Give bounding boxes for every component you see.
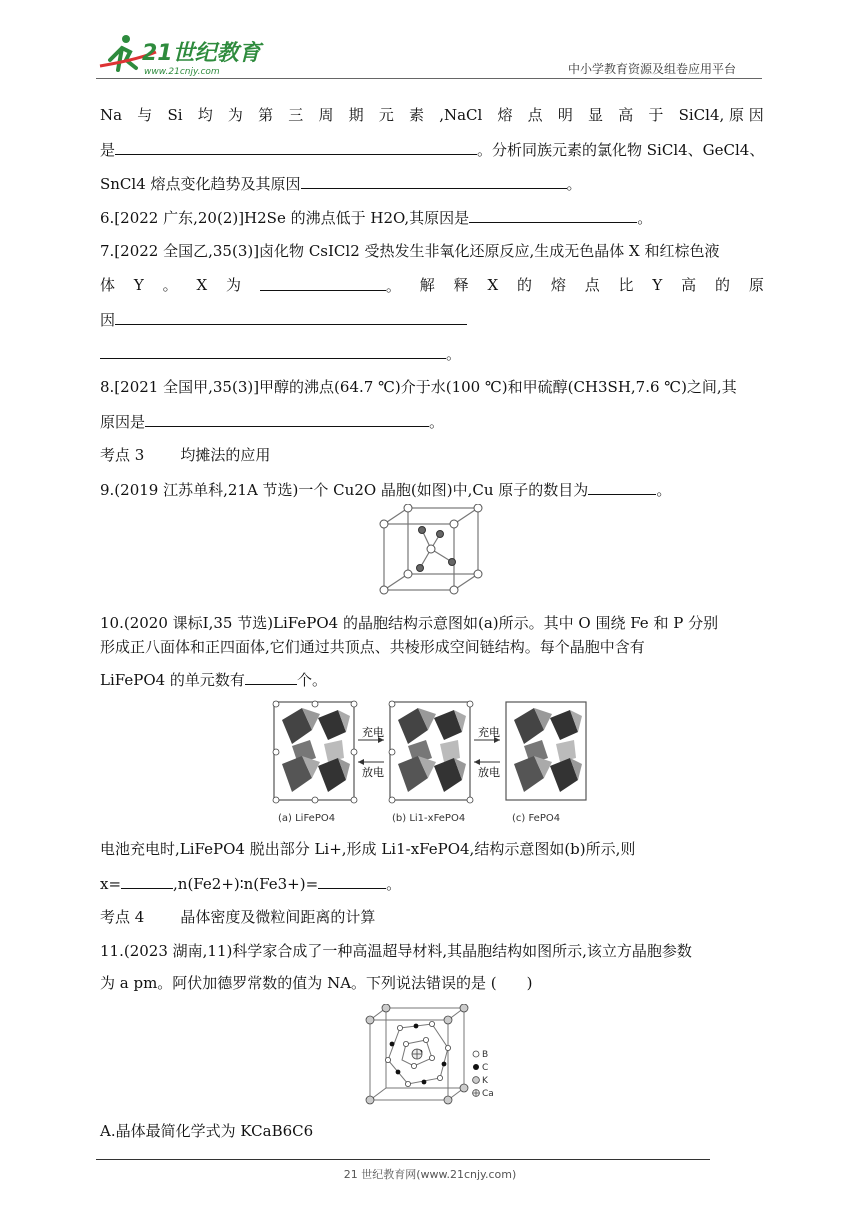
question-11-option-a: A.晶体最简化学式为 KCaB6C6: [100, 1122, 314, 1140]
answer-blank[interactable]: [469, 206, 637, 223]
caption-a: (a) LiFePO4: [278, 813, 336, 824]
question-9: 9.(2019 江苏单科,21A 节选)一个 Cu2O 晶胞(如图)中,Cu 原子的数目为 。: [100, 478, 671, 501]
cu2o-unit-cell-figure: [374, 504, 486, 596]
question-6: 6.[2022 广东,20(2)]H2Se 的沸点低于 H2O,其原因是 。: [100, 206, 652, 229]
question-10-line-1: 10.(2020 课标Ⅰ,35 节选)LiFePO4 的晶胞结构示意图如(a)所示。其中 O 围绕 Fe 和 P 分别: [100, 614, 719, 632]
answer-blank[interactable]: [121, 872, 173, 889]
question-8-line-1: 8.[2021 全国甲,35(3)]甲醇的沸点(64.7 ℃)介于水(100 ℃)和甲硫醇(CH3SH,7.6 ℃)之间,其: [100, 378, 737, 396]
header-divider: [96, 78, 762, 79]
logo-title: 21世纪教育: [142, 41, 261, 66]
svg-text:K: K: [482, 1076, 488, 1086]
question-10-line-5: x= ,n(Fe2+)∶n(Fe3+)= 。: [100, 872, 401, 895]
answer-blank[interactable]: [301, 172, 567, 189]
question-10-line-3: LiFePO4 的单元数有 个。: [100, 668, 327, 691]
section-kaodian-3: 考点 3 均摊法的应用: [100, 446, 271, 464]
lifepo4-structure-figure: [272, 700, 590, 830]
answer-blank[interactable]: [115, 308, 467, 325]
svg-text:B: B: [482, 1050, 489, 1060]
answer-blank[interactable]: [115, 138, 477, 155]
question-8-line-2: 原因是 。: [100, 410, 444, 433]
site-logo: [96, 30, 266, 78]
answer-blank[interactable]: [588, 478, 656, 495]
q5-line-1: Na 与 Si 均 为 第 三 周 期 元 素 ,NaCl 熔 点 明 显 高 于 SiCl4, 原 因: [100, 106, 764, 124]
footer-text: 21 世纪教育网(www.21cnjy.com): [343, 1168, 517, 1181]
answer-blank[interactable]: [260, 274, 386, 291]
caption-b: (b) Li1-xFePO4: [392, 813, 466, 824]
q5-line-3: SnCl4 熔点变化趋势及其原因 。: [100, 172, 582, 195]
answer-blank[interactable]: [245, 668, 297, 685]
answer-blank[interactable]: [100, 342, 446, 359]
answer-blank[interactable]: [145, 410, 429, 427]
header-platform-text: 中小学教育资源及组卷应用平台: [568, 62, 737, 76]
section-kaodian-4: 考点 4 晶体密度及微粒间距离的计算: [100, 908, 376, 926]
logo-url: www.21cnjy.com: [144, 67, 220, 77]
caption-c: (c) FePO4: [512, 813, 561, 824]
question-7-line-2: 体 Y 。 X 为 。 解 释 X 的 熔 点 比 Y 高 的 原: [100, 276, 764, 295]
superconductor-unit-cell-figure: [362, 1004, 502, 1108]
question-7-line-4: 。: [100, 342, 461, 365]
question-10-line-2: 形成正八面体和正四面体,它们通过共顶点、共棱形成空间链结构。每个晶胞中含有: [100, 638, 645, 656]
answer-blank[interactable]: [318, 872, 386, 889]
svg-text:放电: 放电: [362, 766, 384, 779]
svg-text:充电: 充电: [478, 726, 500, 739]
question-7-line-3: 因: [100, 308, 467, 331]
question-11-line-2: 为 a pm。阿伏加德罗常数的值为 NA。下列说法错误的是 ( ): [100, 974, 533, 992]
svg-text:Ca: Ca: [482, 1089, 494, 1099]
legend: [473, 1050, 494, 1099]
svg-text:充电: 充电: [362, 726, 384, 739]
question-7-line-1: 7.[2022 全国乙,35(3)]卤化物 CsICl2 受热发生非氧化还原反应,生成无色晶体 X 和红棕色液: [100, 242, 720, 260]
svg-text:放电: 放电: [478, 766, 500, 779]
footer-divider: [96, 1159, 710, 1160]
q5-line-2: 是 。分析同族元素的氯化物 SiCl4、GeCl4、: [100, 138, 764, 161]
question-10-line-4: 电池充电时,LiFePO4 脱出部分 Li+,形成 Li1-xFePO4,结构示意图如(b)所示,则: [100, 840, 636, 858]
question-11-line-1: 11.(2023 湖南,11)科学家合成了一种高温超导材料,其晶胞结构如图所示,该立方晶胞参数: [100, 942, 692, 960]
svg-text:C: C: [482, 1063, 489, 1073]
